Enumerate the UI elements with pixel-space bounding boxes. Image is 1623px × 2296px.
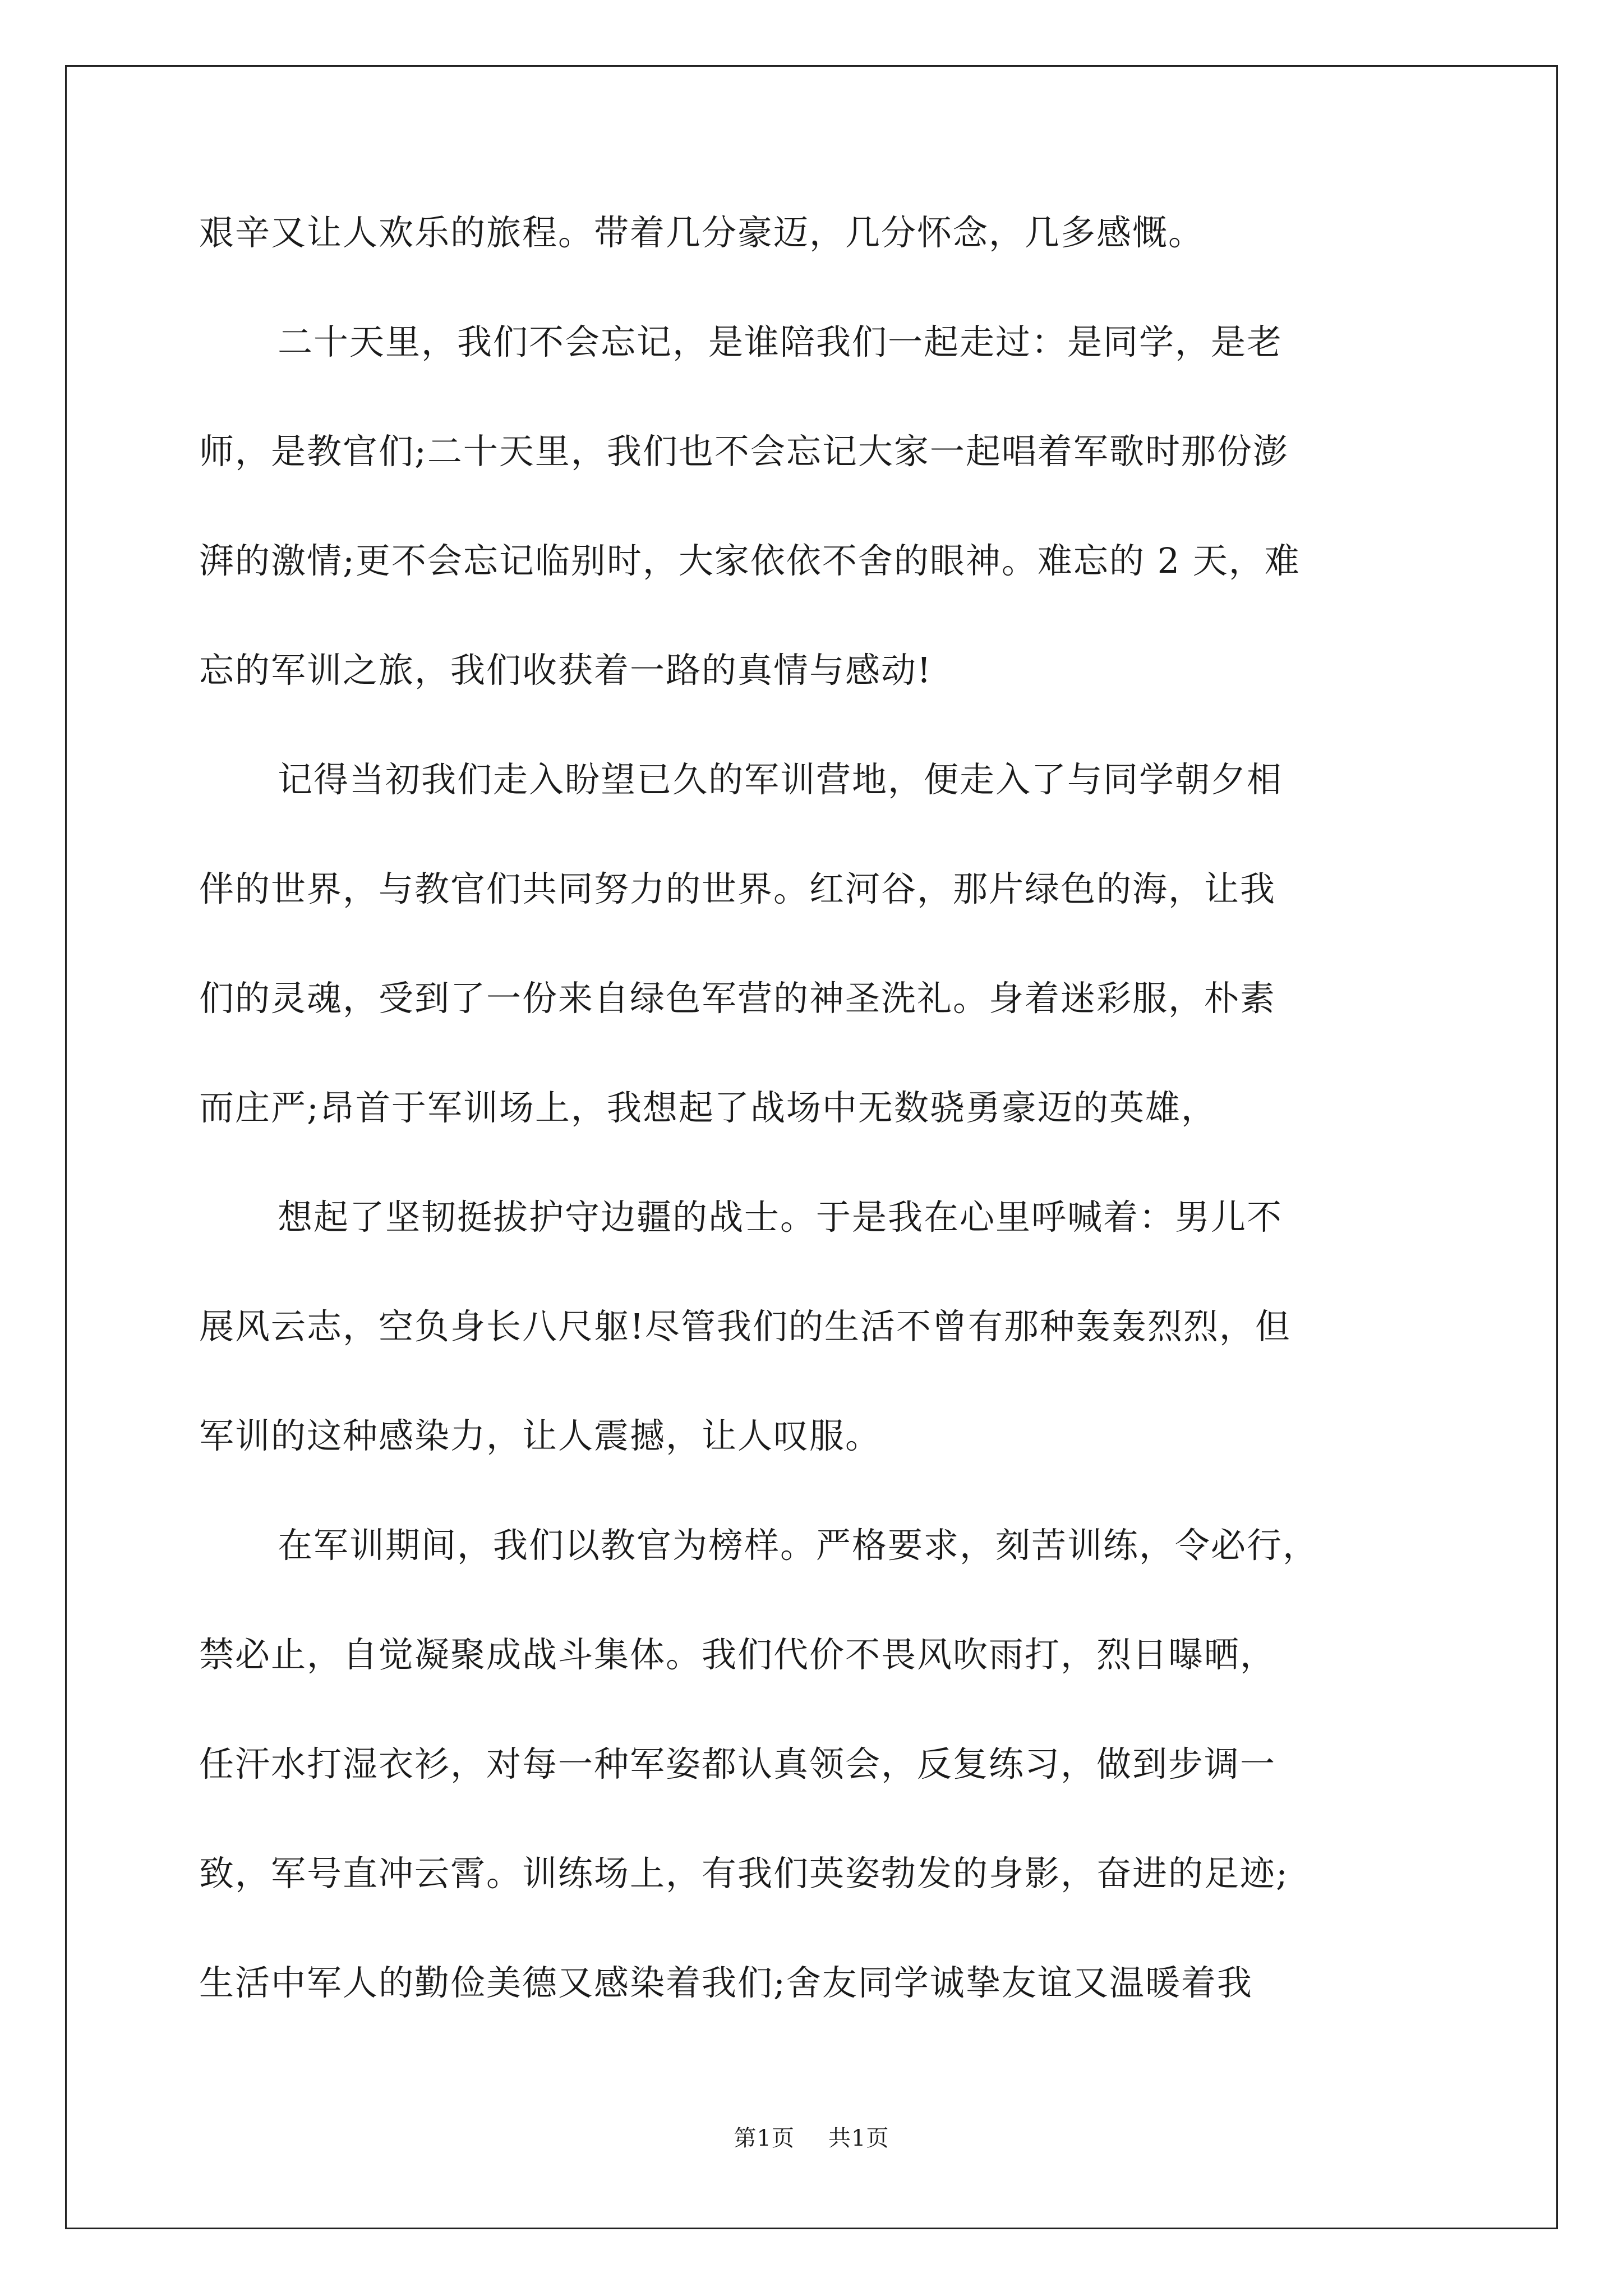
text-line: 军训的这种感染力，让人震撼，让人叹服。 xyxy=(199,1415,882,1456)
page-border xyxy=(65,65,1558,2229)
text-line: 在军训期间，我们以教官为榜样。严格要求，刻苦训练，令必行， xyxy=(278,1525,1319,1566)
text-line: 二十天里，我们不会忘记，是谁陪我们一起走过：是同学，是老 xyxy=(278,321,1283,362)
text-line: 湃的激情;更不会忘记临别时，大家依依不舍的眼神。难忘的 2 天，难 xyxy=(199,540,1301,581)
text-line: 们的灵魂，受到了一份来自绿色军营的神圣洗礼。身着迷彩服，朴素 xyxy=(199,978,1276,1019)
text-line: 生活中军人的勤俭美德又感染着我们;舍友同学诚挚友谊又温暖着我 xyxy=(199,1962,1253,2003)
page-total: 共1页 xyxy=(828,2125,889,2151)
text-line: 禁必止，自觉凝聚成战斗集体。我们代价不畏风吹雨打，烈日曝晒， xyxy=(199,1634,1276,1675)
text-line: 艰辛又让人欢乐的旅程。带着几分豪迈，几分怀念，几多感慨。 xyxy=(199,212,1205,253)
text-line: 致，军号直冲云霄。训练场上，有我们英姿勃发的身影，奋进的足迹; xyxy=(199,1853,1289,1894)
text-line: 展风云志，空负身长八尺躯!尽管我们的生活不曾有那种轰轰烈烈，但 xyxy=(199,1306,1291,1347)
text-line: 任汗水打湿衣衫，对每一种军姿都认真领会，反复练习，做到步调一 xyxy=(199,1743,1276,1784)
text-line: 而庄严;昂首于军训场上，我想起了战场中无数骁勇豪迈的英雄， xyxy=(199,1087,1217,1128)
text-line: 想起了坚韧挺拔护守边疆的战士。于是我在心里呼喊着：男儿不 xyxy=(278,1197,1283,1237)
text-line: 伴的世界，与教官们共同努力的世界。红河谷，那片绿色的海，让我 xyxy=(199,868,1276,909)
page-number: 第1页 xyxy=(734,2125,795,2151)
text-line: 忘的军训之旅，我们收获着一路的真情与感动! xyxy=(199,650,932,691)
text-line: 记得当初我们走入盼望已久的军训营地，便走入了与同学朝夕相 xyxy=(278,759,1283,800)
text-line: 师，是教官们;二十天里，我们也不会忘记大家一起唱着军歌时那份澎 xyxy=(199,431,1289,472)
page-footer xyxy=(0,2122,1623,2155)
